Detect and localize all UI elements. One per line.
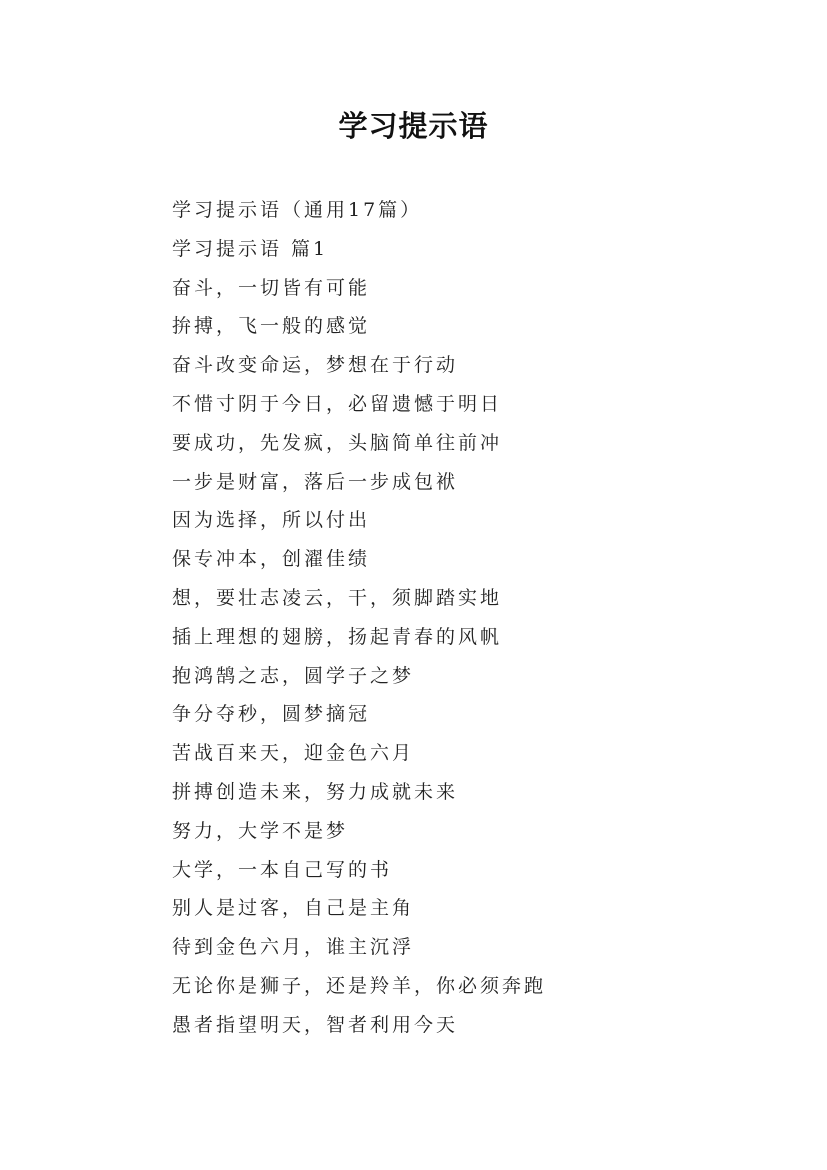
text-line: 一步是财富，落后一步成包袱	[172, 470, 459, 493]
text-line: 学习提示语 篇1	[172, 237, 329, 260]
text-line: 学习提示语（通用17篇）	[172, 199, 423, 221]
text-lines	[172, 195, 772, 1049]
text-line: 不惜寸阴于今日，必留遗憾于明日	[172, 392, 503, 415]
text-line: 因为选择，所以付出	[172, 509, 371, 532]
text-line: 插上理想的翅膀，扬起青春的风帆	[172, 625, 503, 648]
text-line: 大学，一本自己写的书	[172, 858, 393, 881]
text-line: 想，要壮志凌云，干，须脚踏实地	[172, 586, 503, 609]
text-line: 努力，大学不是梦	[172, 819, 349, 842]
text-line: 要成功，先发疯，头脑简单往前冲	[172, 431, 503, 454]
text-line: 拼搏创造未来，努力成就未来	[172, 780, 459, 803]
text-line: 拚搏，飞一般的感觉	[172, 315, 371, 338]
text-line: 苦战百来天，迎金色六月	[172, 742, 415, 765]
text-line: 保专冲本，创濯佳绩	[172, 548, 371, 571]
text-line: 奋斗，一切皆有可能	[172, 276, 371, 299]
text-line: 奋斗改变命运，梦想在于行动	[172, 354, 459, 377]
text-line: 抱鸿鹄之志，圆学子之梦	[172, 664, 415, 687]
page-title: 学习提示语	[338, 109, 489, 143]
text-line: 无论你是狮子，还是羚羊，你必须奔跑	[172, 974, 547, 997]
text-line: 争分夺秒，圆梦摘冠	[172, 703, 371, 726]
text-line: 别人是过客，自己是主角	[172, 897, 415, 920]
text-line: 愚者指望明天，智者利用今天	[172, 1013, 459, 1036]
text-line: 待到金色六月，谁主沉浮	[172, 936, 415, 959]
